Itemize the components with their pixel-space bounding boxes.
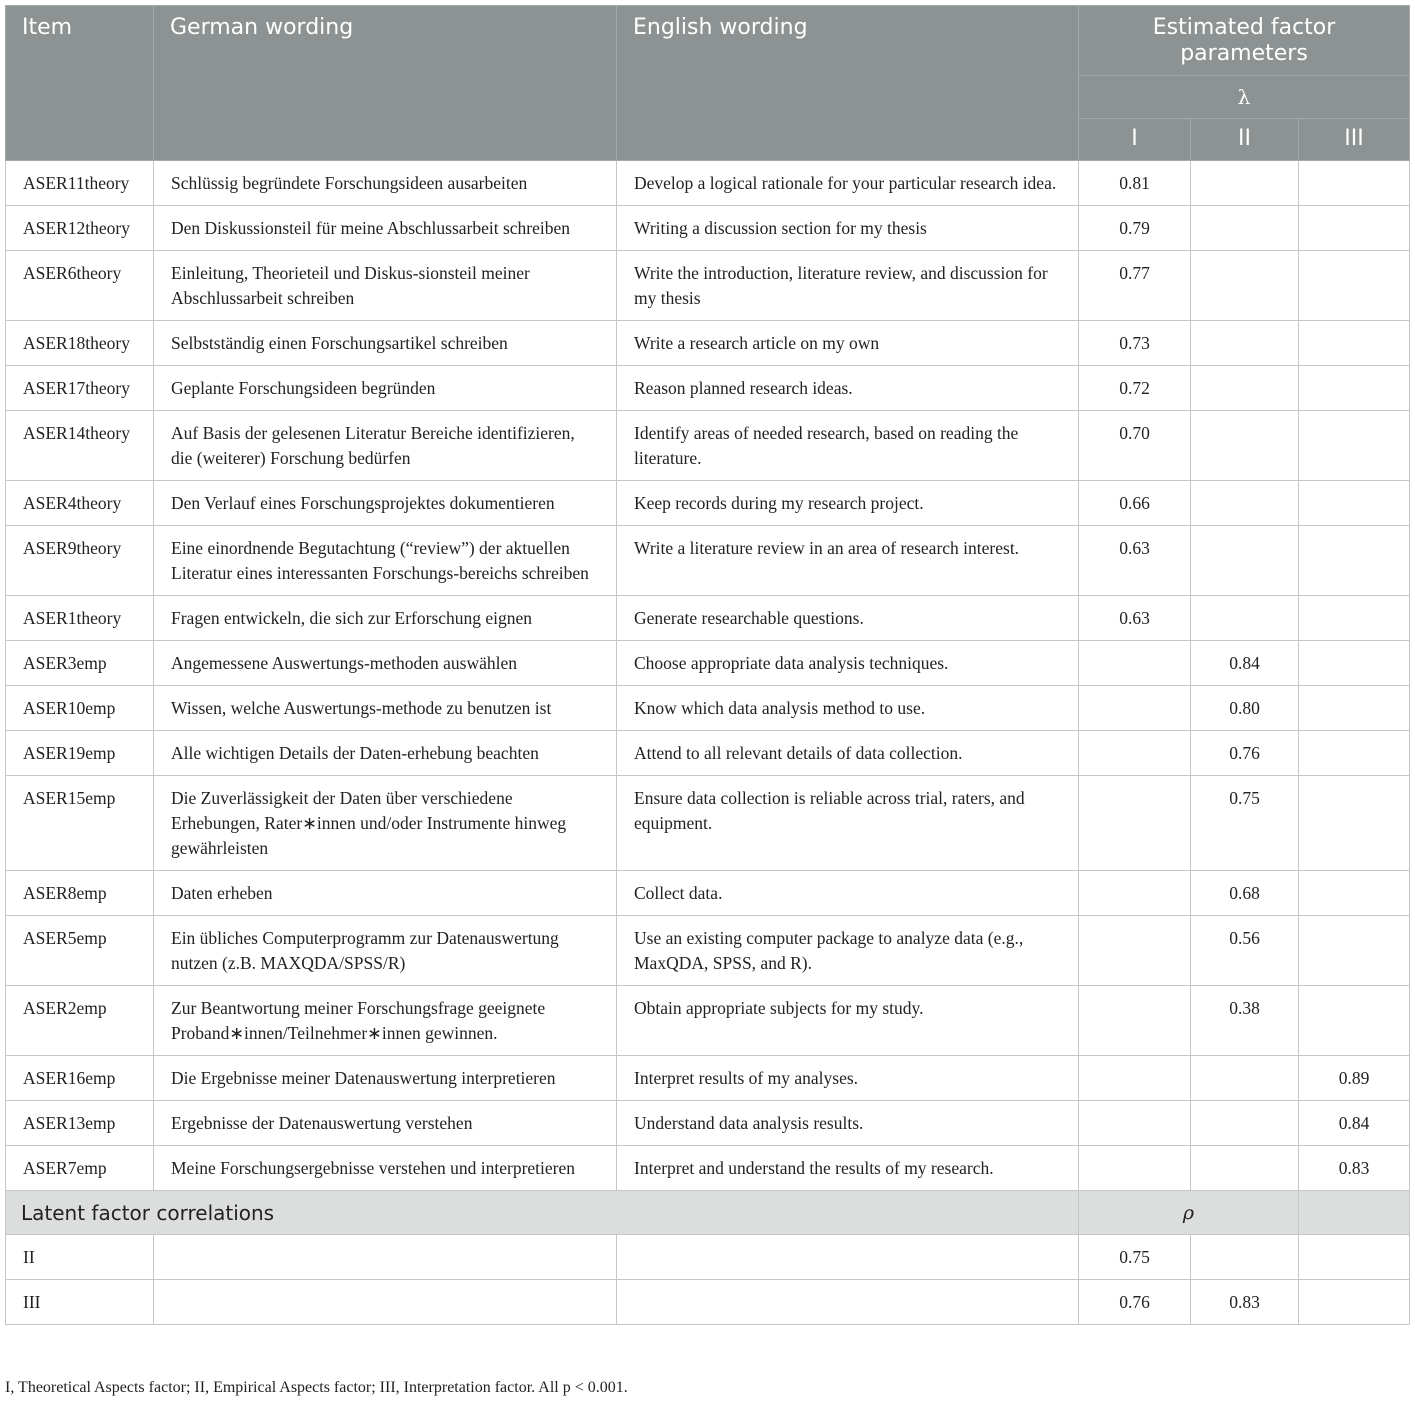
- item-code-cell: ASER15emp: [6, 776, 154, 871]
- german-wording-cell: Daten erheben: [154, 871, 617, 916]
- loading-factor-1-cell: [1079, 916, 1191, 986]
- english-wording-cell: Choose appropriate data analysis techniques.: [617, 641, 1079, 686]
- empty-cell: [617, 1280, 1079, 1325]
- loading-factor-1-cell: 0.79: [1079, 206, 1191, 251]
- loading-factor-1-cell: [1079, 1056, 1191, 1101]
- item-code-cell: ASER6theory: [6, 251, 154, 321]
- table-row: [6, 1101, 1410, 1146]
- table-row: [6, 731, 1410, 776]
- loading-factor-2-cell: 0.76: [1191, 731, 1299, 776]
- header-item: Item: [6, 6, 154, 161]
- header-lambda: λ: [1079, 76, 1410, 119]
- german-wording-cell: Ein übliches Computerprogramm zur Datenauswertung nutzen (z.B. MAXQDA/SPSS/R): [154, 916, 617, 986]
- english-wording-cell: Develop a logical rationale for your particular research idea.: [617, 161, 1079, 206]
- german-wording-cell: Die Zuverlässigkeit der Daten über verschiedene Erhebungen, Rater∗innen und/oder Instrumente hinweg gewährleisten: [154, 776, 617, 871]
- loading-factor-2-cell: [1191, 1146, 1299, 1191]
- german-wording-cell: Den Verlauf eines Forschungsprojektes dokumentieren: [154, 481, 617, 526]
- loading-factor-2-cell: [1191, 206, 1299, 251]
- loading-factor-1-cell: [1079, 986, 1191, 1056]
- english-wording-cell: Attend to all relevant details of data collection.: [617, 731, 1079, 776]
- loading-factor-2-cell: [1191, 481, 1299, 526]
- english-wording-cell: Interpret and understand the results of my research.: [617, 1146, 1079, 1191]
- item-code-cell: ASER17theory: [6, 366, 154, 411]
- loading-factor-3-cell: [1299, 481, 1410, 526]
- german-wording-cell: Selbstständig einen Forschungsartikel schreiben: [154, 321, 617, 366]
- latent-section-row: [6, 1191, 1410, 1235]
- item-code-cell: ASER12theory: [6, 206, 154, 251]
- english-wording-cell: Ensure data collection is reliable across trial, raters, and equipment.: [617, 776, 1079, 871]
- factor-loadings-table: [5, 5, 1410, 1325]
- loading-factor-3-cell: [1299, 526, 1410, 596]
- loading-factor-1-cell: 0.77: [1079, 251, 1191, 321]
- loading-factor-1-cell: [1079, 1101, 1191, 1146]
- table-row: [6, 686, 1410, 731]
- german-wording-cell: Eine einordnende Begutachtung (“review”) der aktuellen Literatur eines interessanten Forschungs-bereichs schreiben: [154, 526, 617, 596]
- item-code-cell: ASER4theory: [6, 481, 154, 526]
- correlation-factor-2-cell: 0.83: [1191, 1280, 1299, 1325]
- english-wording-cell: Identify areas of needed research, based on reading the literature.: [617, 411, 1079, 481]
- correlation-factor-3-cell: [1299, 1280, 1410, 1325]
- german-wording-cell: Alle wichtigen Details der Daten-erhebung beachten: [154, 731, 617, 776]
- item-code-cell: ASER3emp: [6, 641, 154, 686]
- german-wording-cell: Meine Forschungsergebnisse verstehen und interpretieren: [154, 1146, 617, 1191]
- empty-cell: [617, 1235, 1079, 1280]
- loading-factor-3-cell: 0.83: [1299, 1146, 1410, 1191]
- table-row: [6, 411, 1410, 481]
- german-wording-cell: Die Ergebnisse meiner Datenauswertung interpretieren: [154, 1056, 617, 1101]
- loading-factor-1-cell: 0.72: [1079, 366, 1191, 411]
- table-row: [6, 871, 1410, 916]
- english-wording-cell: Collect data.: [617, 871, 1079, 916]
- loading-factor-2-cell: 0.80: [1191, 686, 1299, 731]
- table-row: [6, 641, 1410, 686]
- german-wording-cell: Ergebnisse der Datenauswertung verstehen: [154, 1101, 617, 1146]
- english-wording-cell: Write a literature review in an area of research interest.: [617, 526, 1079, 596]
- loading-factor-3-cell: [1299, 321, 1410, 366]
- english-wording-cell: Use an existing computer package to analyze data (e.g., MaxQDA, SPSS, and R).: [617, 916, 1079, 986]
- item-code-cell: ASER8emp: [6, 871, 154, 916]
- german-wording-cell: Den Diskussionsteil für meine Abschlussarbeit schreiben: [154, 206, 617, 251]
- loading-factor-3-cell: [1299, 986, 1410, 1056]
- table-row: [6, 366, 1410, 411]
- loading-factor-2-cell: [1191, 321, 1299, 366]
- item-code-cell: ASER16emp: [6, 1056, 154, 1101]
- english-wording-cell: Writing a discussion section for my thesis: [617, 206, 1079, 251]
- german-wording-cell: Auf Basis der gelesenen Literatur Bereiche identifizieren, die (weiterer) Forschung bedürfen: [154, 411, 617, 481]
- latent-section-label: Latent factor correlations: [6, 1191, 1079, 1235]
- header-factor-3: III: [1299, 119, 1410, 161]
- correlation-factor-cell: II: [6, 1235, 154, 1280]
- english-wording-cell: Write a research article on my own: [617, 321, 1079, 366]
- loading-factor-1-cell: 0.63: [1079, 596, 1191, 641]
- german-wording-cell: Angemessene Auswertungs-methoden auswählen: [154, 641, 617, 686]
- loading-factor-2-cell: 0.75: [1191, 776, 1299, 871]
- table-row: [6, 206, 1410, 251]
- table-row: [6, 916, 1410, 986]
- english-wording-cell: Obtain appropriate subjects for my study.: [617, 986, 1079, 1056]
- item-code-cell: ASER19emp: [6, 731, 154, 776]
- correlation-factor-3-cell: [1299, 1235, 1410, 1280]
- empty-cell: [154, 1235, 617, 1280]
- loading-factor-1-cell: 0.63: [1079, 526, 1191, 596]
- loading-factor-3-cell: [1299, 871, 1410, 916]
- table-header: [6, 6, 1410, 161]
- loading-factor-2-cell: [1191, 1101, 1299, 1146]
- correlation-factor-1-cell: 0.75: [1079, 1235, 1191, 1280]
- loading-factor-3-cell: [1299, 206, 1410, 251]
- table-body: [6, 161, 1410, 1325]
- loading-factor-3-cell: [1299, 776, 1410, 871]
- loading-factor-2-cell: 0.38: [1191, 986, 1299, 1056]
- header-german: German wording: [154, 6, 617, 161]
- loading-factor-3-cell: [1299, 161, 1410, 206]
- table-row: [6, 596, 1410, 641]
- table-row: [6, 1146, 1410, 1191]
- german-wording-cell: Schlüssig begründete Forschungsideen ausarbeiten: [154, 161, 617, 206]
- item-code-cell: ASER2emp: [6, 986, 154, 1056]
- loading-factor-2-cell: [1191, 596, 1299, 641]
- table-footnote: [5, 1379, 628, 1397]
- english-wording-cell: Generate researchable questions.: [617, 596, 1079, 641]
- loading-factor-2-cell: [1191, 161, 1299, 206]
- footnote-text: I, Theoretical Aspects factor; II, Empirical Aspects factor; III, Interpretation factor. All p < 0.001.: [5, 1379, 628, 1396]
- item-code-cell: ASER7emp: [6, 1146, 154, 1191]
- table-row: [6, 161, 1410, 206]
- loading-factor-1-cell: [1079, 731, 1191, 776]
- correlation-factor-1-cell: 0.76: [1079, 1280, 1191, 1325]
- loading-factor-2-cell: [1191, 1056, 1299, 1101]
- factor-table-container: [5, 5, 1409, 1325]
- item-code-cell: ASER13emp: [6, 1101, 154, 1146]
- german-wording-cell: Fragen entwickeln, die sich zur Erforschung eignen: [154, 596, 617, 641]
- correlation-row: [6, 1235, 1410, 1280]
- table-row: [6, 1056, 1410, 1101]
- item-code-cell: ASER14theory: [6, 411, 154, 481]
- english-wording-cell: Write the introduction, literature review, and discussion for my thesis: [617, 251, 1079, 321]
- loading-factor-3-cell: [1299, 641, 1410, 686]
- item-code-cell: ASER11theory: [6, 161, 154, 206]
- table-row: [6, 251, 1410, 321]
- table-row: [6, 776, 1410, 871]
- english-wording-cell: Interpret results of my analyses.: [617, 1056, 1079, 1101]
- loading-factor-3-cell: [1299, 916, 1410, 986]
- loading-factor-3-cell: [1299, 596, 1410, 641]
- loading-factor-1-cell: [1079, 871, 1191, 916]
- loading-factor-1-cell: 0.66: [1079, 481, 1191, 526]
- loading-factor-1-cell: 0.73: [1079, 321, 1191, 366]
- loading-factor-1-cell: [1079, 1146, 1191, 1191]
- loading-factor-2-cell: 0.84: [1191, 641, 1299, 686]
- table-row: [6, 481, 1410, 526]
- correlation-factor-cell: III: [6, 1280, 154, 1325]
- loading-factor-3-cell: [1299, 686, 1410, 731]
- table-row: [6, 986, 1410, 1056]
- english-wording-cell: Keep records during my research project.: [617, 481, 1079, 526]
- loading-factor-3-cell: [1299, 731, 1410, 776]
- loading-factor-3-cell: [1299, 366, 1410, 411]
- correlation-row: [6, 1280, 1410, 1325]
- english-wording-cell: Understand data analysis results.: [617, 1101, 1079, 1146]
- loading-factor-1-cell: 0.81: [1079, 161, 1191, 206]
- header-factor-2: II: [1191, 119, 1299, 161]
- german-wording-cell: Geplante Forschungsideen begründen: [154, 366, 617, 411]
- header-factor-1: I: [1079, 119, 1191, 161]
- loading-factor-2-cell: 0.68: [1191, 871, 1299, 916]
- loading-factor-3-cell: [1299, 251, 1410, 321]
- loading-factor-1-cell: [1079, 686, 1191, 731]
- loading-factor-1-cell: 0.70: [1079, 411, 1191, 481]
- loading-factor-1-cell: [1079, 641, 1191, 686]
- correlation-factor-2-cell: [1191, 1235, 1299, 1280]
- loading-factor-3-cell: [1299, 411, 1410, 481]
- empty-cell: [154, 1280, 617, 1325]
- german-wording-cell: Zur Beantwortung meiner Forschungsfrage geeignete Proband∗innen/Teilnehmer∗innen gewinnen.: [154, 986, 617, 1056]
- loading-factor-2-cell: [1191, 366, 1299, 411]
- item-code-cell: ASER10emp: [6, 686, 154, 731]
- item-code-cell: ASER5emp: [6, 916, 154, 986]
- loading-factor-1-cell: [1079, 776, 1191, 871]
- german-wording-cell: Einleitung, Theorieteil und Diskus-sionsteil meiner Abschlussarbeit schreiben: [154, 251, 617, 321]
- table-row: [6, 321, 1410, 366]
- latent-rho: ρ: [1079, 1191, 1299, 1235]
- header-english: English wording: [617, 6, 1079, 161]
- english-wording-cell: Know which data analysis method to use.: [617, 686, 1079, 731]
- latent-empty-cell: [1299, 1191, 1410, 1235]
- loading-factor-2-cell: 0.56: [1191, 916, 1299, 986]
- loading-factor-3-cell: 0.84: [1299, 1101, 1410, 1146]
- loading-factor-2-cell: [1191, 526, 1299, 596]
- loading-factor-3-cell: 0.89: [1299, 1056, 1410, 1101]
- item-code-cell: ASER18theory: [6, 321, 154, 366]
- item-code-cell: ASER9theory: [6, 526, 154, 596]
- loading-factor-2-cell: [1191, 411, 1299, 481]
- german-wording-cell: Wissen, welche Auswertungs-methode zu benutzen ist: [154, 686, 617, 731]
- table-row: [6, 526, 1410, 596]
- loading-factor-2-cell: [1191, 251, 1299, 321]
- item-code-cell: ASER1theory: [6, 596, 154, 641]
- english-wording-cell: Reason planned research ideas.: [617, 366, 1079, 411]
- header-estimated-parameters: Estimated factor parameters: [1079, 6, 1410, 76]
